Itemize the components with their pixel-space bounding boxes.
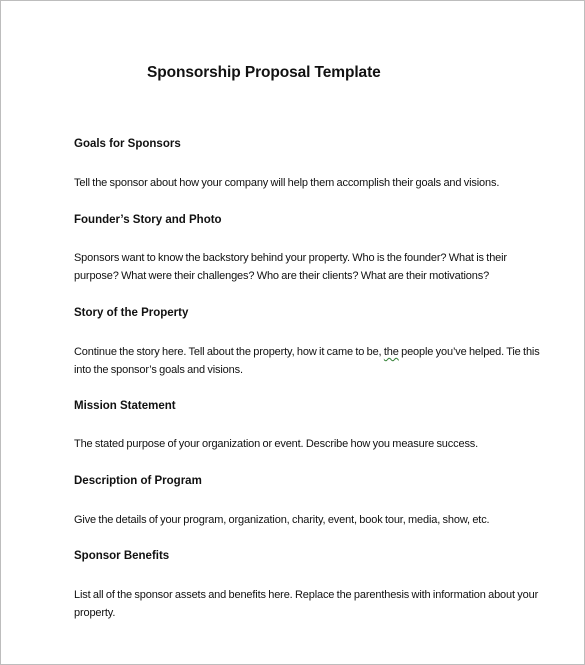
document-title: Sponsorship Proposal Template <box>147 64 381 81</box>
section-heading-mission-statement: Mission Statement <box>74 400 176 412</box>
section-body-mission-statement: The stated purpose of your organization or event. Describe how you measure success. <box>74 438 479 450</box>
section-heading-founders-story: Founder’s Story and Photo <box>74 214 222 226</box>
section-body-founders-story: Sponsors want to know the backstory behind your property. Who is the founder? What is their purpose? What were their challenges? Who are their clients? What are their motivations? <box>74 252 507 282</box>
grammar-flagged-word: the <box>383 346 399 358</box>
body-text-part: people you’ve helped. Tie this into the sponsor’s goals and visions. <box>74 346 540 376</box>
section-heading-sponsor-benefits: Sponsor Benefits <box>74 550 170 562</box>
section-body-story-of-property <box>74 343 544 379</box>
section-body-description-of-program: Give the details of your program, organization, charity, event, book tour, media, show, etc. <box>74 514 490 526</box>
section-heading-story-of-property: Story of the Property <box>74 307 189 319</box>
section-heading-goals: Goals for Sponsors <box>74 138 181 150</box>
section-heading-description-of-program: Description of Program <box>74 475 202 487</box>
section-body-sponsor-benefits: List all of the sponsor assets and benefits here. Replace the parenthesis with information about your property. <box>74 589 539 619</box>
section-body-goals: Tell the sponsor about how your company will help them accomplish their goals and visions. <box>74 177 500 189</box>
body-text-part: Continue the story here. Tell about the property, how it came to be, <box>74 346 384 358</box>
